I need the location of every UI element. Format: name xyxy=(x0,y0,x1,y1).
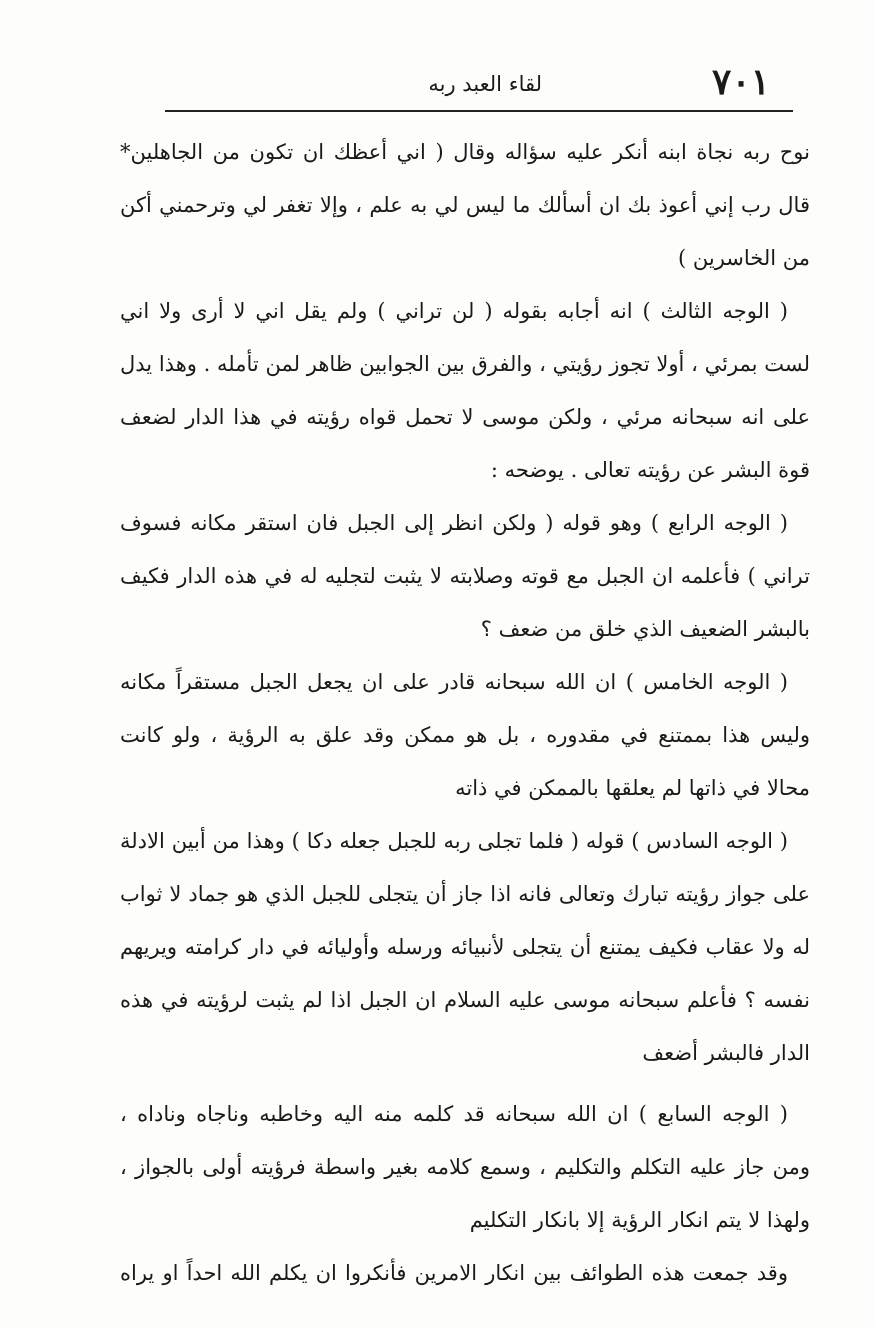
text-line: محالا في ذاتها لم يعلقها بالممكن في ذاته xyxy=(455,776,810,800)
text-line: ( الوجه السادس ) قوله ( فلما تجلى ربه للجبل جعله دكا ) وهذا من أبين الادلة xyxy=(120,829,788,853)
text-line: تراني ) فأعلمه ان الجبل مع قوته وصلابته لا يثبت لتجليه له في هذه الدار فكيف xyxy=(120,564,810,588)
text-line: قال رب إني أعوذ بك ان أسألك ما ليس لي به علم ، وإلا تغفر لي وترحمني أكن xyxy=(120,193,810,217)
page-header xyxy=(160,58,800,108)
text-line: نوح ربه نجاة ابنه أنكر عليه سؤاله وقال ( اني أعظك ان تكون من الجاهلين* xyxy=(120,140,810,164)
text-line: ( الوجه الثالث ) انه أجابه بقوله ( لن تراني ) ولم يقل اني لا أرى ولا اني xyxy=(120,299,788,323)
page-number: ٧٠١ xyxy=(711,61,770,103)
text-line: بالبشر الضعيف الذي خلق من ضعف ؟ xyxy=(480,617,810,641)
text-line: ( الوجه الخامس ) ان الله سبحانه قادر على ان يجعل الجبل مستقراً مكانه xyxy=(120,670,788,694)
text-line: الدار فالبشر أضعف xyxy=(642,1041,810,1065)
text-line: وليس هذا بممتنع في مقدوره ، بل هو ممكن وقد علق به الرؤية ، ولو كانت xyxy=(120,723,810,747)
text-line: لست بمرئي ، أولا تجوز رؤيتي ، والفرق بين الجوابين ظاهر لمن تأمله . وهذا يدل xyxy=(120,352,810,376)
text-line: على انه سبحانه مرئي ، ولكن موسى لا تحمل قواه رؤيته في هذا الدار لضعف xyxy=(120,405,810,429)
text-line: من الخاسرين ) xyxy=(678,246,810,270)
text-line: ( الوجه السابع ) ان الله سبحانه قد كلمه منه اليه وخاطبه وناجاه وناداه ، xyxy=(120,1102,788,1126)
text-line: ( الوجه الرابع ) وهو قوله ( ولكن انظر إلى الجبل فان استقر مكانه فسوف xyxy=(120,511,788,535)
text-line: ولهذا لا يتم انكار الرؤية إلا بانكار التكليم xyxy=(469,1208,810,1232)
page-body xyxy=(120,126,810,1300)
text-line: على جواز رؤيته تبارك وتعالى فانه اذا جاز أن يتجلى للجبل الذي هو جماد لا ثواب xyxy=(120,882,810,906)
text-line: وقد جمعت هذه الطوائف بين انكار الامرين فأنكروا ان يكلم الله احداً او يراه xyxy=(120,1261,788,1285)
text-line: نفسه ؟ فأعلم سبحانه موسى عليه السلام ان الجبل اذا لم يثبت لرؤيته في هذه xyxy=(120,988,810,1012)
text-line: ومن جاز عليه التكلم والتكليم ، وسمع كلامه بغير واسطة فرؤيته أولى بالجواز ، xyxy=(120,1155,810,1179)
text-line: له ولا عقاب فكيف يمتنع أن يتجلى لأنبيائه ورسله وأوليائه في دار كرامته ويريهم xyxy=(120,935,810,959)
paragraph-gap xyxy=(120,1080,810,1088)
running-title: لقاء العبد ربه xyxy=(428,72,542,96)
text-line: قوة البشر عن رؤيته تعالى . يوضحه : xyxy=(490,458,810,482)
header-divider xyxy=(165,110,793,112)
